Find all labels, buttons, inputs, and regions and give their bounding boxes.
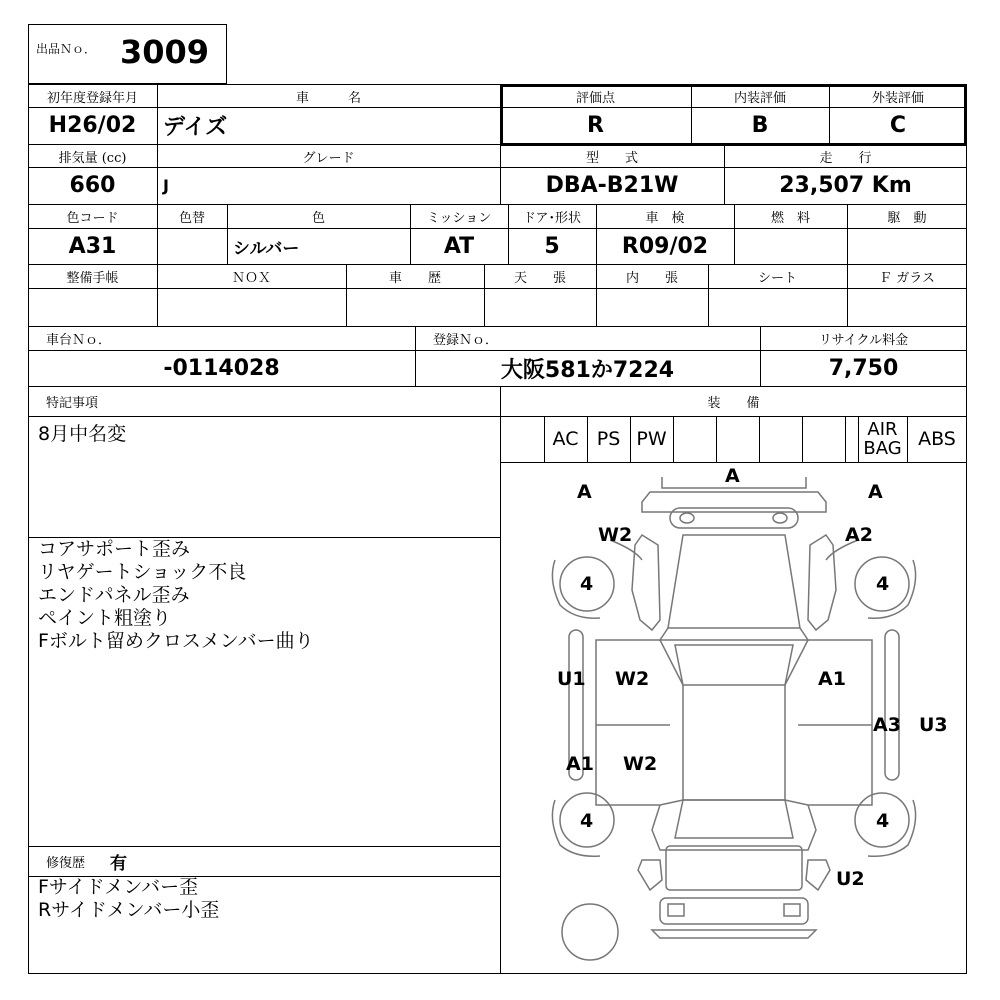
model-code-label: 型 式 [585, 150, 638, 166]
headliner-label: 内 張 [625, 271, 678, 286]
reg-date-label: 初年度登録年月 [46, 90, 138, 106]
displacement-label: 排気量 (cc) [58, 150, 127, 166]
front-glass-label: Ｆ ガラス [879, 271, 935, 286]
displacement-value: 660 [69, 173, 116, 198]
recycle-fee-value: 7,750 [828, 355, 899, 381]
recycle-fee-label: リサイクル料金 [818, 333, 909, 348]
damage-mark-left-sill: U1 [557, 668, 586, 690]
repair-history-value: 有 [110, 854, 127, 874]
vehicle-history-label: 車 歴 [388, 271, 441, 286]
chassis-number-value: -0114028 [163, 355, 280, 381]
equipment-pw: PW [636, 427, 667, 450]
seat-label: シート [757, 271, 797, 286]
door-shape-label: ドア･形状 [522, 211, 582, 226]
tire-rear-right: 4 [876, 810, 890, 832]
roof-label: 天 張 [513, 271, 566, 286]
model-code-value: DBA-B21W [545, 173, 679, 198]
exterior-score-value: C [889, 113, 907, 138]
equipment-label: 装 備 [707, 396, 760, 411]
tire-front-right: 4 [876, 573, 890, 595]
damage-mark-right-rear-door: A3 [873, 714, 901, 736]
door-shape-value: 5 [544, 233, 560, 259]
registration-number-value: 大阪581か7224 [500, 357, 675, 383]
damage-mark-left-quarter: A1 [566, 753, 594, 775]
tire-front-left: 4 [580, 573, 594, 595]
drive-label: 駆 動 [887, 211, 927, 226]
notes-line-5: Fボルト留めクロスメンバー曲り [38, 630, 314, 652]
tire-rear-left: 4 [580, 810, 594, 832]
damage-mark-front-left: A [577, 481, 592, 503]
car-name-label: 車 名 [295, 90, 361, 106]
repaint-label: 色替 [178, 211, 205, 226]
interior-score-label: 内装評価 [733, 90, 786, 106]
grade-label: グレード [302, 150, 355, 166]
equipment-abs: ABS [918, 427, 956, 450]
car-name-value: デイズ [163, 115, 228, 140]
equipment-ac: AC [552, 427, 579, 450]
transmission-label: ミッション [426, 211, 492, 226]
repair-line-1: Fサイドメンバー歪 [38, 876, 199, 898]
inspection-label: 車 検 [645, 211, 685, 226]
notes-top-text: 8月中名変 [38, 423, 127, 445]
damage-mark-left-front-door: W2 [615, 668, 650, 690]
inspection-value: R09/02 [621, 233, 709, 259]
interior-score-value: B [751, 113, 769, 138]
registration-number-label: 登録Ｎｏ． [433, 333, 499, 348]
reg-date-value: H26/02 [48, 113, 137, 138]
damage-mark-right-front-door: A1 [818, 668, 846, 690]
mileage-label: 走 行 [819, 150, 872, 166]
damage-mark-left-rear-door: W2 [623, 753, 658, 775]
maintenance-record-label: 整備手帳 [66, 271, 119, 286]
lot-number-label: 出品Ｎｏ． [36, 41, 97, 56]
lot-number-value: 3009 [120, 33, 210, 71]
mileage-value: 23,507 Km [779, 173, 912, 198]
notes-line-3: エンドパネル歪み [38, 584, 190, 606]
notes-line-2: リヤゲートショック不良 [38, 561, 247, 583]
exterior-score-label: 外装評価 [871, 90, 924, 106]
notes-line-1: コアサポート歪み [38, 538, 191, 560]
damage-mark-right-fender: A2 [845, 524, 873, 546]
damage-mark-right-sill: U3 [919, 714, 948, 736]
score-label: 評価点 [575, 90, 615, 106]
color-code-value: A31 [68, 233, 117, 259]
chassis-number-label: 車台Ｎｏ． [46, 333, 112, 348]
damage-mark-front-bumper: A [725, 465, 740, 487]
color-code-label: 色コード [66, 211, 119, 226]
notes-label: 特記事項 [46, 396, 99, 411]
equipment-airbag: AIR BAG [863, 419, 902, 459]
nox-label: ＮＯＸ [231, 271, 271, 286]
damage-mark-left-fender: W2 [598, 524, 633, 546]
transmission-value: AT [443, 233, 475, 259]
score-value: R [587, 113, 604, 138]
color-label: 色 [311, 211, 325, 226]
notes-line-4: ペイント粗塗り [38, 607, 172, 629]
repair-history-label: 修復歴 [46, 856, 86, 871]
fuel-label: 燃 料 [770, 211, 810, 226]
equipment-ps: PS [596, 427, 621, 450]
damage-mark-rear-right: U2 [836, 868, 865, 890]
color-value: シルバー [233, 238, 300, 259]
damage-mark-front-right: A [868, 481, 883, 503]
repair-line-2: Rサイドメンバー小歪 [38, 899, 220, 921]
grade-value: J [163, 176, 169, 195]
